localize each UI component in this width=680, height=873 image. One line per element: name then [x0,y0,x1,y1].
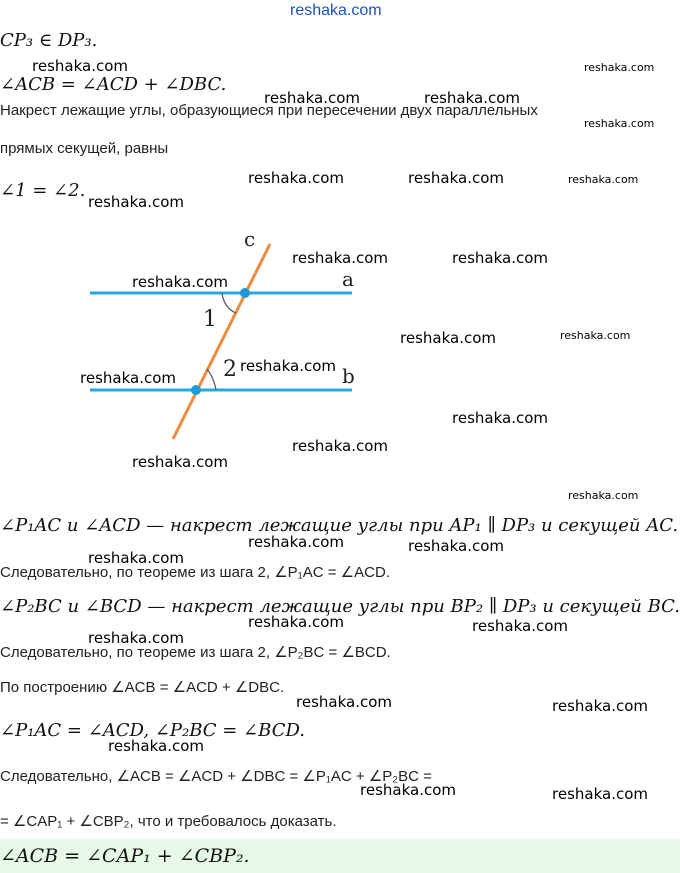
watermark: reshaka.com [584,61,655,74]
site-header-link[interactable]: reshaka.com [290,2,382,19]
watermark: reshaka.com [248,613,344,631]
line-angle-equality: ∠1 = ∠2. [0,180,86,201]
line-alt-angles-1: ∠P₁AC и ∠ACD — накрест лежащие углы при AP₁ ∥ DP₃ и секущей AC. [0,515,679,536]
watermark: reshaka.com [360,781,456,799]
answer-text: ∠ACB = ∠CAP₁ + ∠CBP₂. [0,845,250,867]
watermark: reshaka.com [248,169,344,187]
line-therefore-2: Следовательно, по теореме из шага 2, ∠P₂BC = ∠BCD. [0,644,391,661]
angle-1-arc [222,293,236,313]
intersection-point-b [191,385,201,395]
watermark: reshaka.com [408,537,504,555]
line-alt-angles-2: ∠P₂BC и ∠BCD — накрест лежащие углы при BP₂ ∥ DP₃ и секущей BC. [0,596,680,617]
watermark: reshaka.com [400,329,496,347]
watermark: reshaka.com [472,617,568,635]
label-b: b [342,364,355,388]
watermark: reshaka.com [248,533,344,551]
watermark: reshaka.com [132,273,228,291]
watermark: reshaka.com [568,173,639,186]
angle-2-label: 2 [223,357,237,382]
line-theorem-part1: Накрест лежащие углы, образующиеся при пересечении двух параллельных [0,102,538,119]
line-acb-sum: ∠ACB = ∠ACD + ∠DBC. [0,74,227,95]
watermark: reshaka.com [88,549,184,567]
line-chain: Следовательно, ∠ACB = ∠ACD + ∠DBC = ∠P₁AC + ∠P₂BC = [0,768,432,785]
line-cp3: CP₃ ∈ DP₃. [0,30,98,51]
answer-box [0,839,680,873]
watermark: reshaka.com [408,169,504,187]
watermark: reshaka.com [292,437,388,455]
watermark: reshaka.com [552,697,648,715]
watermark: reshaka.com [452,409,548,427]
watermark: reshaka.com [264,89,360,107]
watermark: reshaka.com [292,249,388,267]
line-therefore-1: Следовательно, по теореме из шага 2, ∠P₁AC = ∠ACD. [0,564,390,581]
watermark: reshaka.com [108,737,204,755]
watermark: reshaka.com [584,117,655,130]
watermark: reshaka.com [88,629,184,647]
watermark: reshaka.com [552,785,648,803]
angle-1-label: 1 [203,307,217,332]
angle-2-arc [207,369,216,390]
intersection-point-a [240,288,250,298]
watermark: reshaka.com [132,453,228,471]
watermark: reshaka.com [560,329,631,342]
line-equalities: ∠P₁AC = ∠ACD, ∠P₂BC = ∠BCD. [0,720,305,741]
watermark: reshaka.com [240,357,336,375]
watermark: reshaka.com [80,369,176,387]
watermark: reshaka.com [452,249,548,267]
watermark: reshaka.com [568,489,639,502]
label-a: a [342,267,354,291]
watermark: reshaka.com [424,89,520,107]
watermark: reshaka.com [32,57,128,75]
watermark: reshaka.com [296,693,392,711]
line-by-construction: По построению ∠ACB = ∠ACD + ∠DBC. [0,679,285,696]
label-c: c [244,227,256,251]
line-theorem-part2: прямых секущей, равны [0,140,169,157]
watermark: reshaka.com [88,193,184,211]
line-conclusion: = ∠CAP₁ + ∠CBP₂, что и требовалось доказать. [0,813,337,830]
